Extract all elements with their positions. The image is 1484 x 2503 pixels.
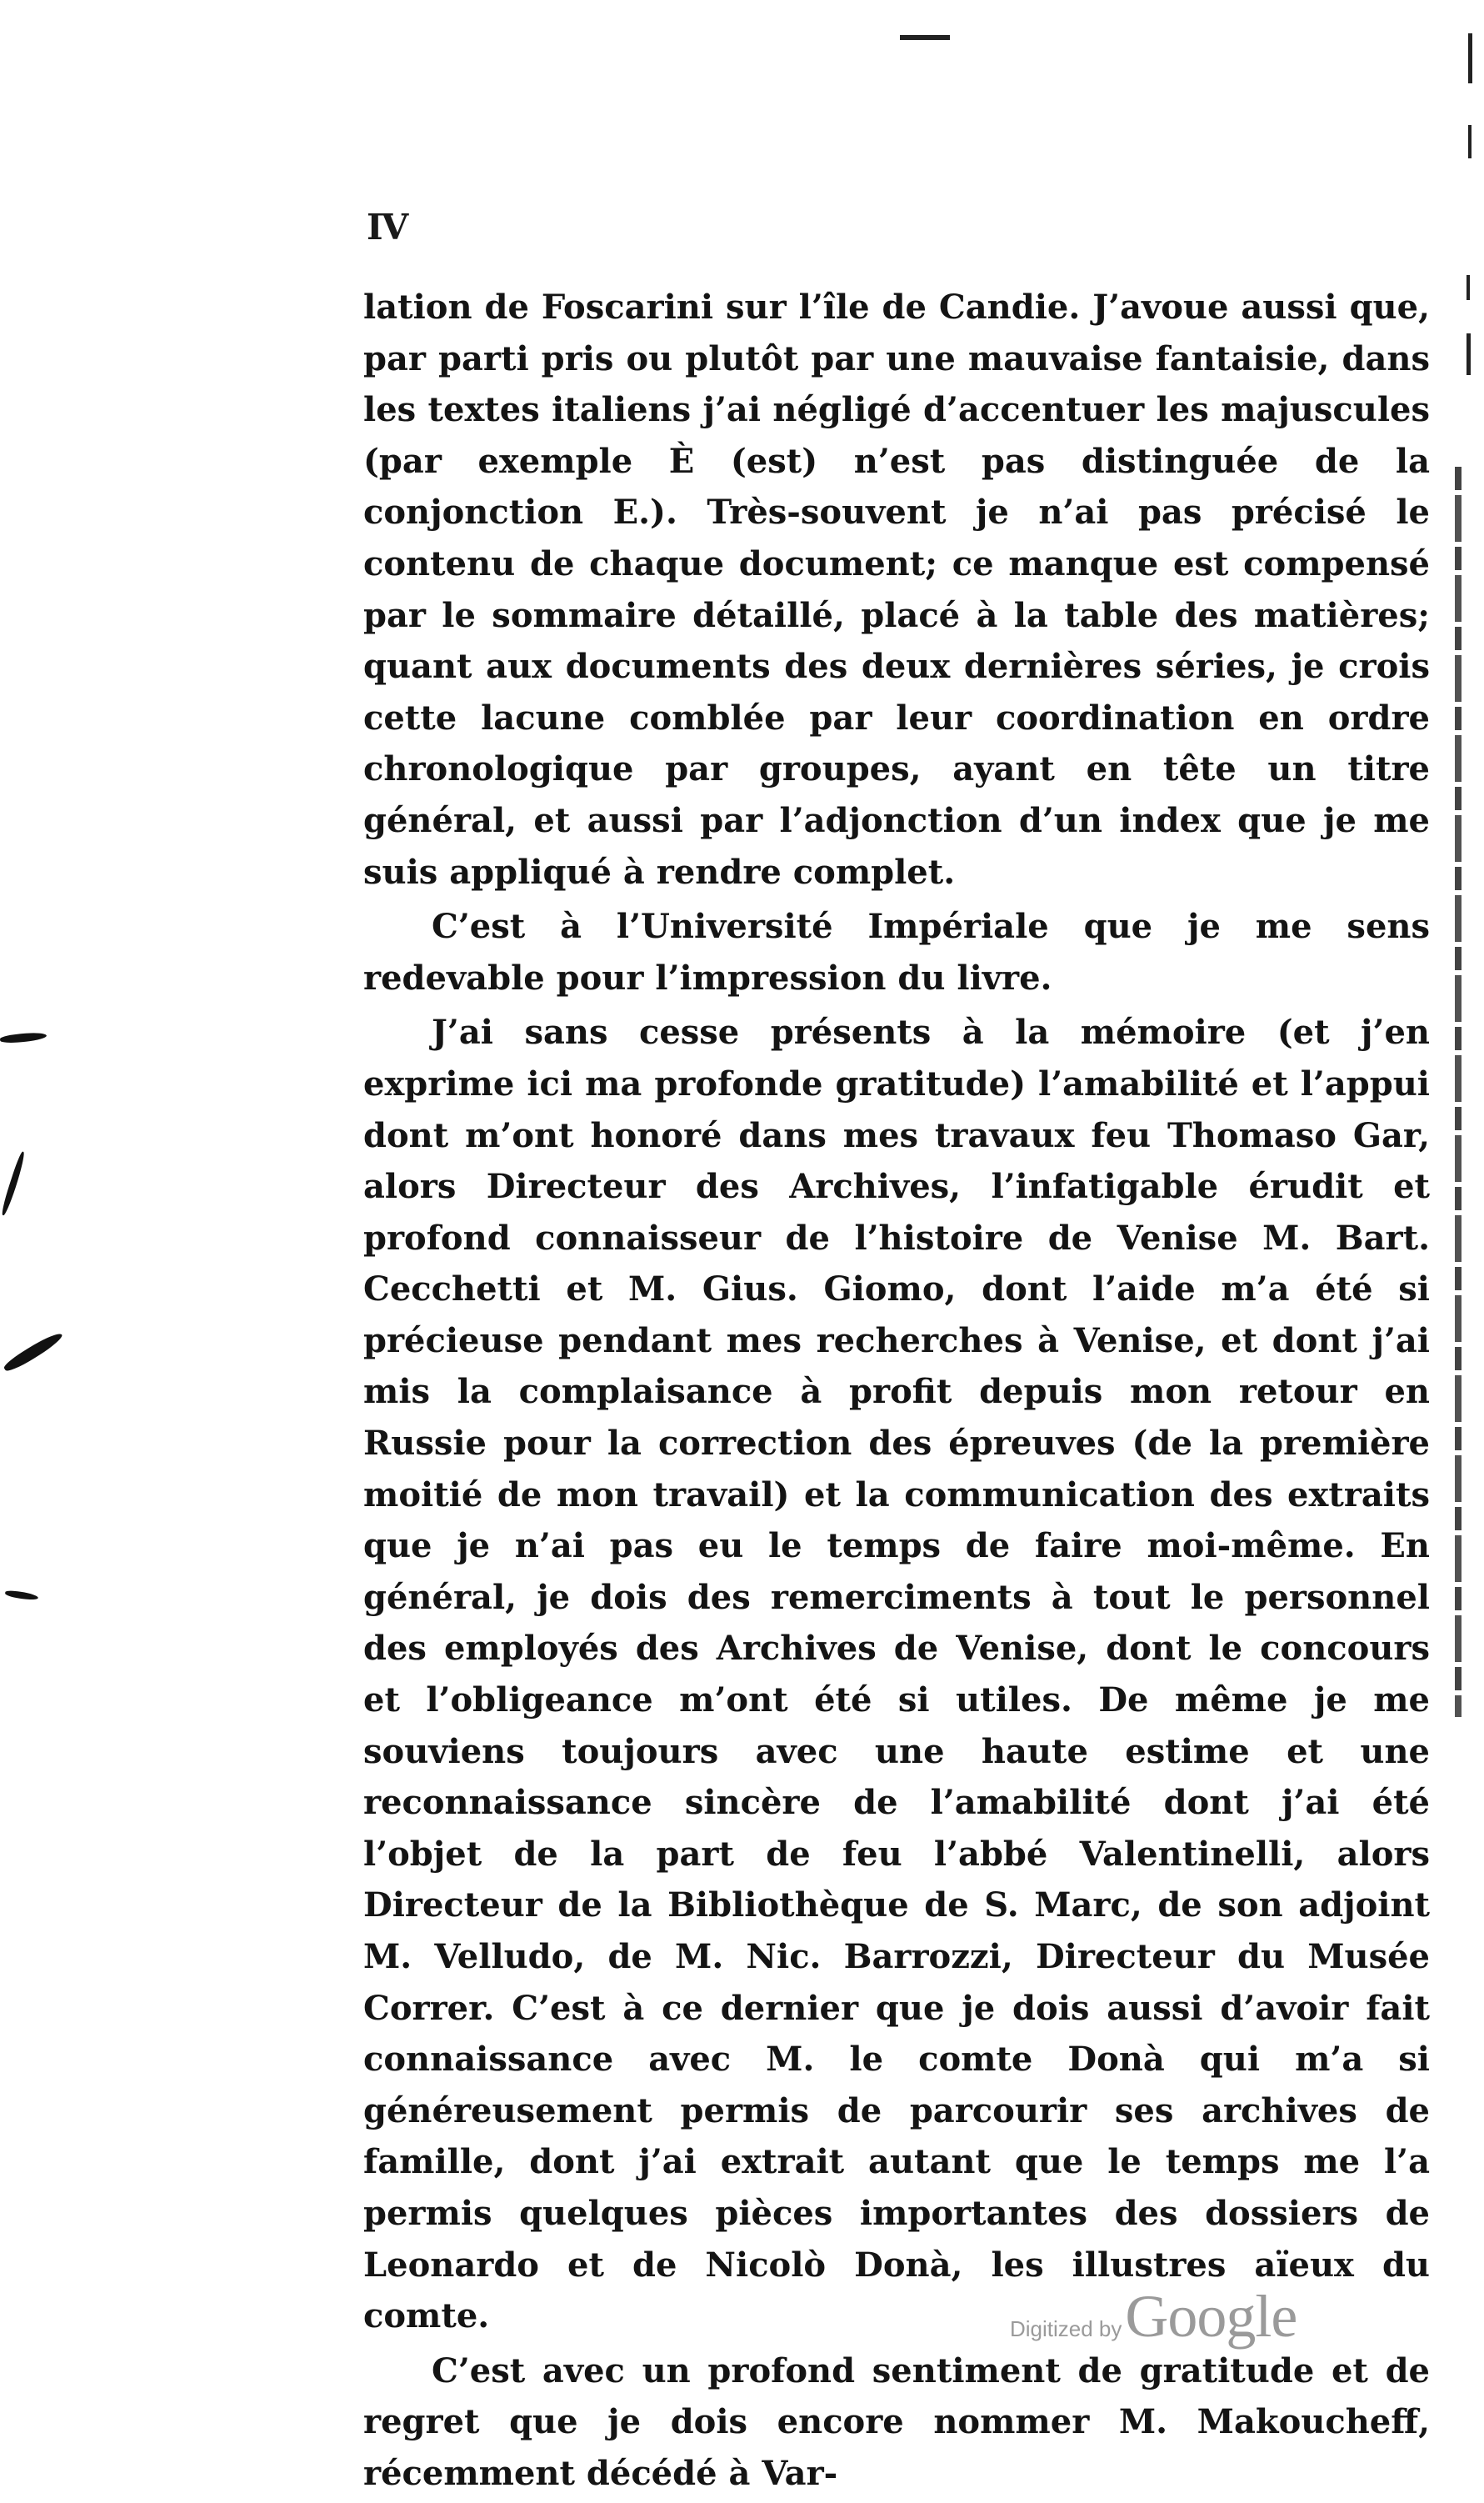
paragraph-2: C’est à l’Université Impériale que je me sens redevable pour l’impression du livre. <box>363 907 1430 998</box>
paragraph-4: C’est avec un profond sentiment de gratitude et de regret que je dois encore nommer M. Makoucheff, récemment décédé à Var- <box>363 2350 1430 2493</box>
page-number: IV <box>367 207 407 248</box>
scan-edge-line <box>1455 467 1462 1717</box>
paragraph-3: J’ai sans cesse présents à la mémoire (et j’en exprime ici ma profonde gratitude) l’amabilité et l’appui dont m’ont honoré dans mes travaux feu Thomaso Gar, alors Directeur des Archives, l’infatigable érudit et profond connaisseur de l’histoire de Venise M. Bart. Cecchetti et M. Gius. Giomo, dont l’aide m’a été si précieuse pendant mes recherches à Venise, et dont j’ai mis la complaisance à profit depuis mon retour en Russie pour la correction des épreuves (de la première moitié de mon travail) et la communication des extraits que je n’ai pas eu le temps de faire moi-même. En général, je dois des remerciments à tout le personnel des employés des Archives de Venise, dont le concours et l’obligeance m’ont été si utiles. De même je me souviens toujours avec une haute estime et une reconnaissance sincère de l’amabilité dont j’ai été l’objet de la part de feu l’abbé Valentinelli, alors Directeur de la Bibliothèque de S. Marc, de son adjoint M. Velludo, de M. Nic. Barrozzi, Directeur du Musée Correr. C’est à ce dernier que je dois aussi d’avoir fait connaissance avec M. le comte Donà qui m’a si généreusement permis de parcourir ses archives de famille, dont j’ai extrait autant que le temps me l’a permis quelques pièces importantes des dossiers de Leonardo et de Nicolò Donà, les illustres aïeux du comte. <box>363 1013 1430 2336</box>
scan-edge-dash <box>1467 275 1470 300</box>
watermark-brand: Google <box>1125 2283 1297 2350</box>
margin-mark <box>2 1329 64 1374</box>
google-watermark <box>1010 2282 1297 2351</box>
margin-mark <box>0 1031 47 1044</box>
margin-mark <box>0 1151 27 1217</box>
paragraph-1: lation de Foscarini sur l’île de Candie. J’avoue aussi que, par parti pris ou plutôt par une mauvaise fantaisie, dans les textes italiens j’ai négligé d’accentuer les majuscules (par exemple È (est) n’est pas distinguée de la conjonction E.). Très-souvent je n’ai pas précisé le contenu de chaque document; ce manque est compensé par le sommaire détaillé, placé à la table des matières; quant aux documents des deux dernières séries, je crois cette lacune comblée par leur coordination en ordre chronologique par groupes, ayant en tête un titre général, et aussi par l’adjonction d’un index que je me suis appliqué à rendre complet. <box>363 288 1430 892</box>
watermark-prefix: Digitized by <box>1010 2316 1122 2341</box>
scan-artifact-top <box>900 35 950 40</box>
margin-mark <box>5 1589 39 1600</box>
scan-edge-dash <box>1467 333 1471 375</box>
scan-edge-dash <box>1468 125 1472 158</box>
scan-edge-dash <box>1468 33 1472 83</box>
body-text <box>363 282 1430 2503</box>
